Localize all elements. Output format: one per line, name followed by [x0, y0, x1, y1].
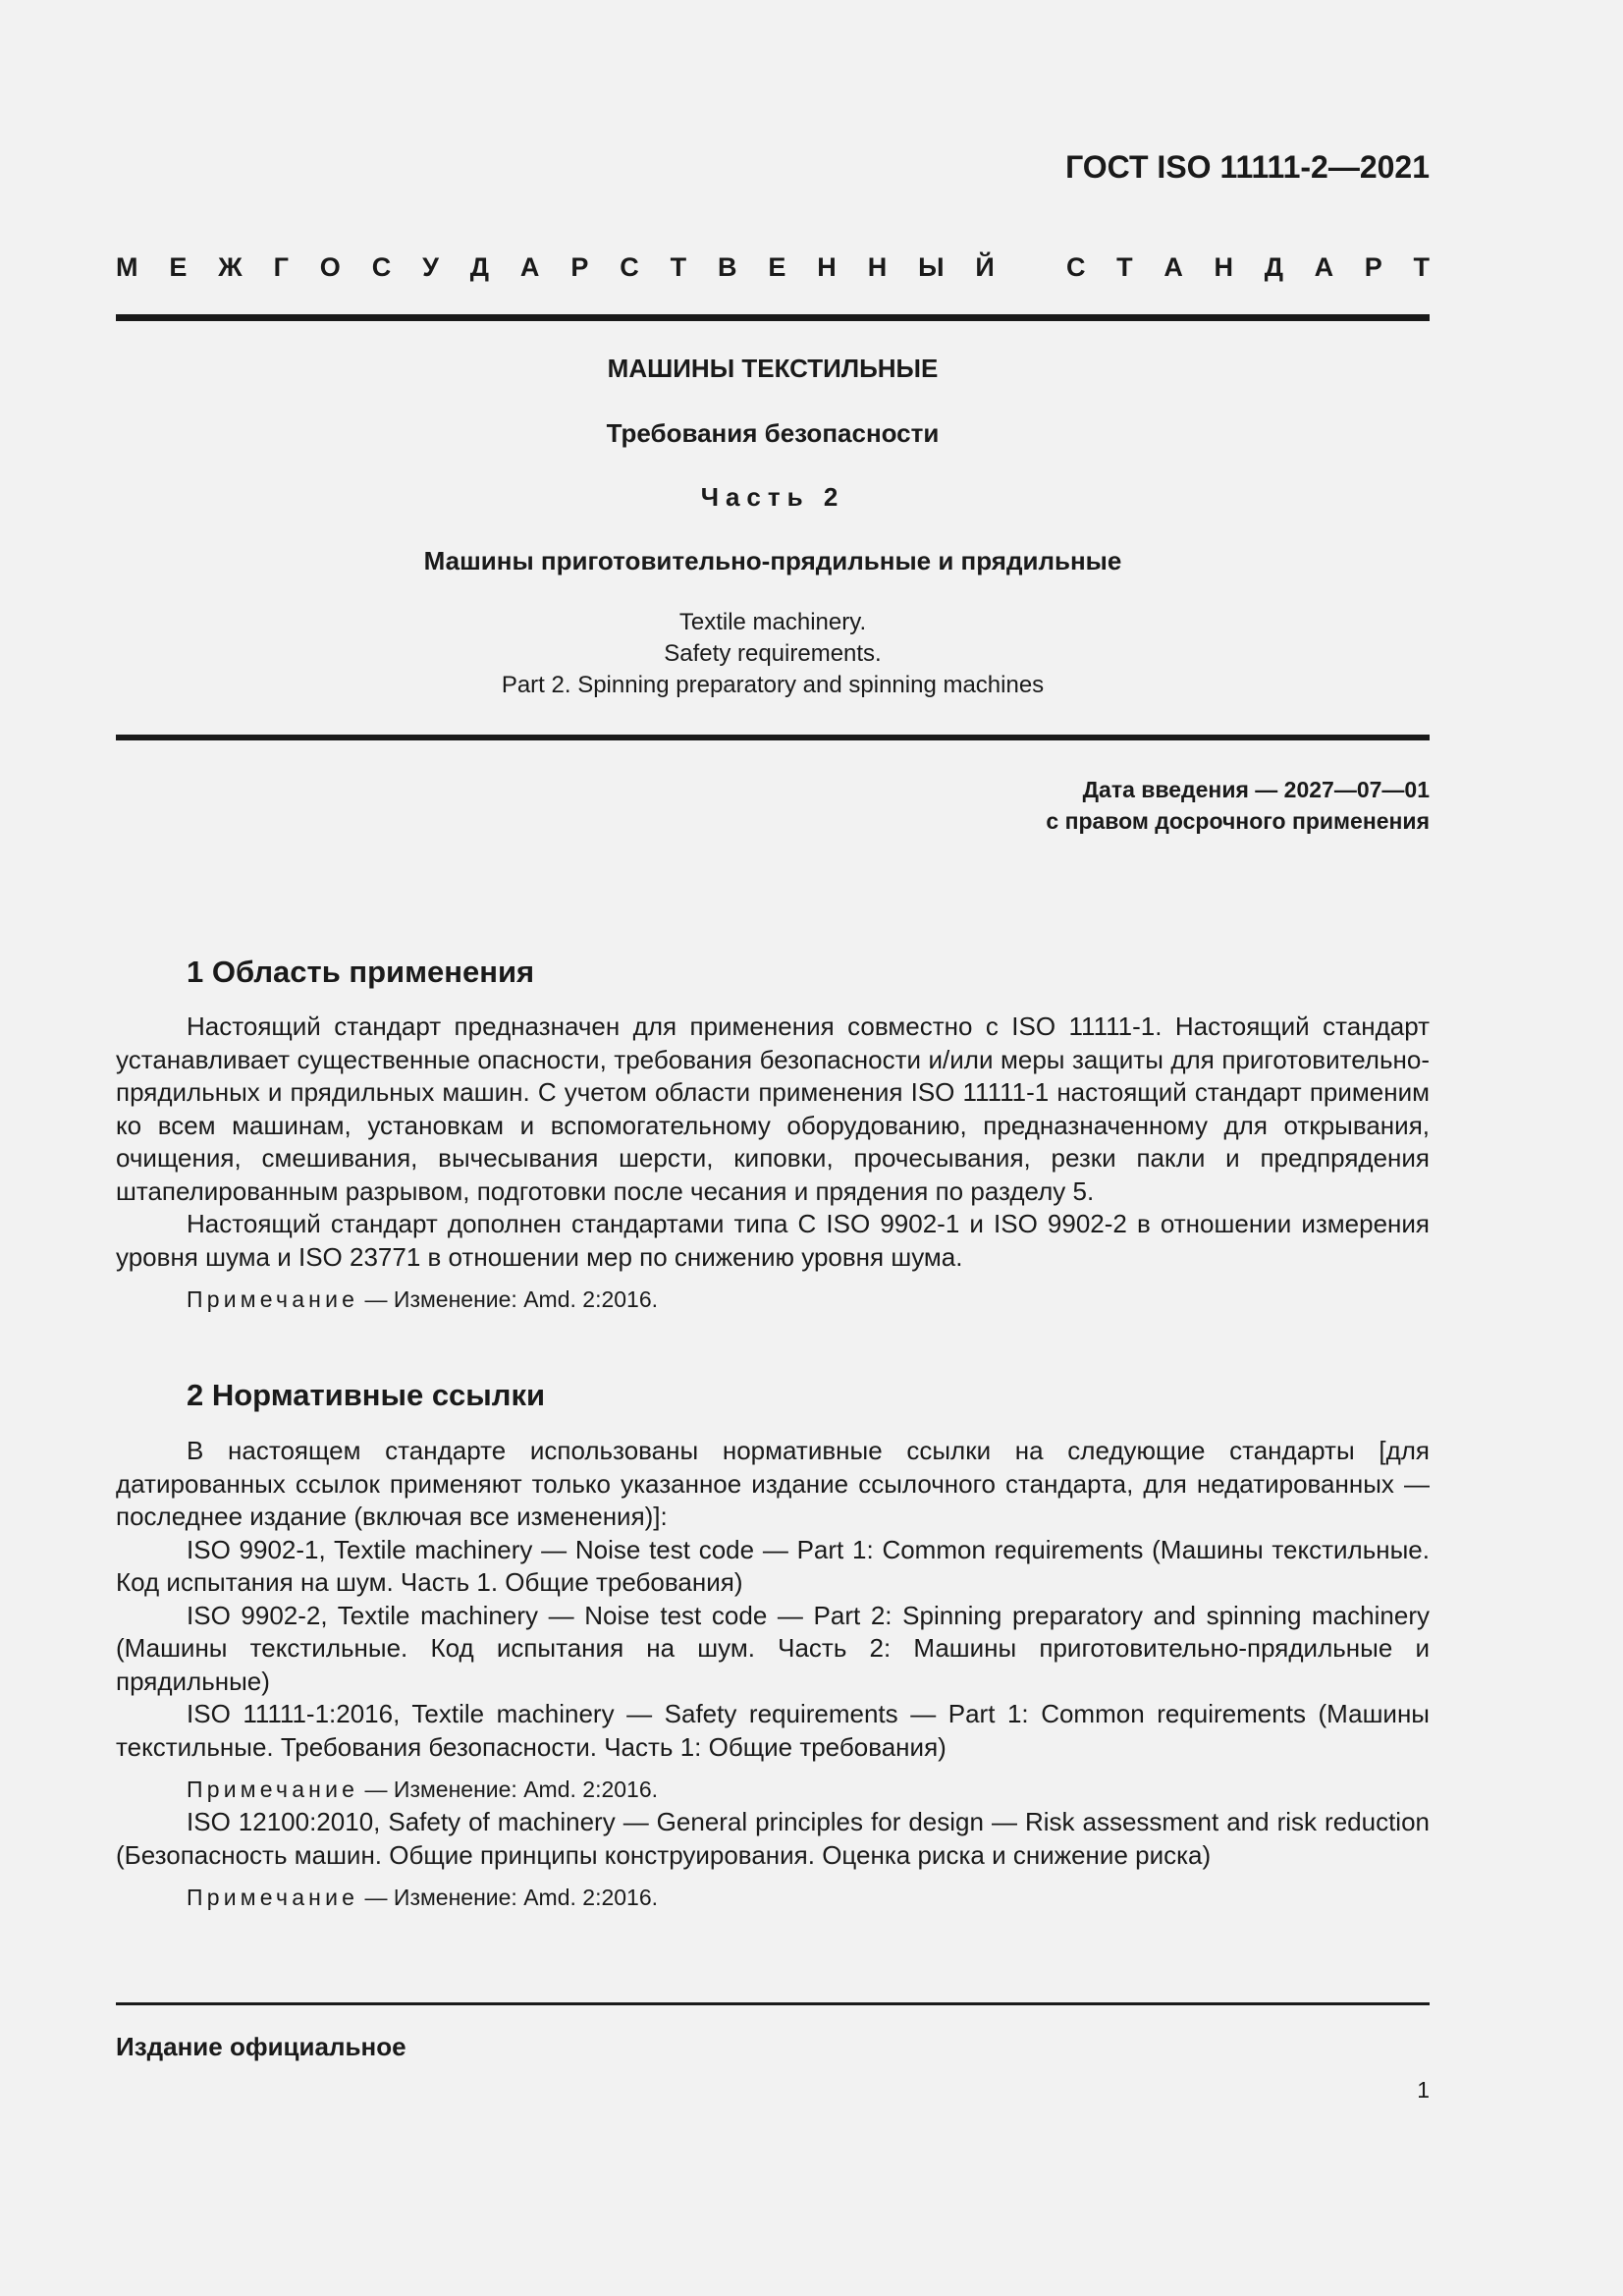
- banner-letter: Е: [169, 252, 188, 282]
- banner-letter: Т: [1116, 252, 1133, 282]
- title-part-name: Машины приготовительно-прядильные и прядильные: [423, 546, 1122, 575]
- note-text: — Изменение: Amd. 2:2016.: [364, 1885, 659, 1910]
- reference-item: ISO 9902-1, Textile machinery — Noise test code — Part 1: Common requirements (Машины текстильные. Код испытания на шум. Часть 1. Общие требования): [116, 1534, 1430, 1597]
- paragraph: В настоящем стандарте использованы нормативные ссылки на следующие стандарты [для датированных ссылок применяют только указанное издание ссылочного стандарта, для недатированных — последнее издание (включая все изменения)]:: [116, 1436, 1430, 1531]
- banner-letter: Д: [1264, 252, 1283, 282]
- middle-divider: [116, 735, 1430, 740]
- bottom-divider: [116, 2002, 1430, 2005]
- banner-letter: Т: [670, 252, 687, 282]
- banner-letter: Е: [768, 252, 786, 282]
- early-application-line: с правом досрочного применения: [1046, 808, 1430, 834]
- banner-letter: Д: [469, 252, 490, 282]
- introduction-date: [1046, 774, 1430, 837]
- banner-letter: Н: [817, 252, 837, 282]
- section-1-body: [116, 1011, 1430, 1316]
- banner-letter: Р: [570, 252, 589, 282]
- banner-letter: У: [422, 252, 439, 282]
- banner-letter: С: [620, 252, 639, 282]
- note-label: Примечание: [187, 1286, 359, 1312]
- banner-letter: Р: [1364, 252, 1382, 282]
- top-divider: [116, 314, 1430, 321]
- title-english-line: Part 2. Spinning preparatory and spinning machines: [501, 672, 1045, 698]
- document-code: ГОСТ ISO 11111-2—2021: [1065, 149, 1430, 185]
- reference-item: ISO 12100:2010, Safety of machinery — General principles for design — Risk assessment and risk reduction (Безопасность машин. Общие принципы конструирования. Оценка риска и снижение риска): [116, 1807, 1430, 1870]
- note-text: — Изменение: Amd. 2:2016.: [364, 1777, 659, 1802]
- reference-item: ISO 11111-1:2016, Textile machinery — Safety requirements — Part 1: Common requirements (Машины текстильные. Требования безопасности. Часть 1: Общие требования): [116, 1699, 1430, 1762]
- banner-letter: Ы: [918, 252, 945, 282]
- section-2-heading: 2 Нормативные ссылки: [187, 1378, 546, 1412]
- reference-item: ISO 9902-2, Textile machinery — Noise test code — Part 2: Spinning preparatory and spinning machinery (Машины текстильные. Код испытания на шум. Часть 2: Машины приготовительно-прядильные и прядильные): [116, 1600, 1430, 1696]
- banner-letter: А: [519, 252, 540, 282]
- banner-letter: С: [1066, 252, 1086, 282]
- title-part: Часть 2: [700, 482, 845, 512]
- note-label: Примечание: [187, 1777, 359, 1802]
- banner-letter: О: [319, 252, 341, 282]
- banner-letter: С: [371, 252, 392, 282]
- title-english: [116, 607, 1430, 701]
- note: [116, 1774, 1430, 1806]
- official-edition-label: Издание официальное: [116, 2032, 406, 2061]
- title-english-line: Safety requirements.: [664, 640, 882, 667]
- banner-word-standard: [1066, 249, 1430, 285]
- title-main: МАШИНЫ ТЕКСТИЛЬНЫЕ: [607, 354, 939, 383]
- banner-letter: Ж: [218, 252, 243, 282]
- interstate-standard-banner: [116, 249, 1430, 285]
- banner-word-interstate: [116, 249, 995, 285]
- title-sub: Требования безопасности: [606, 418, 940, 448]
- section-2-body: [116, 1435, 1430, 1914]
- banner-letter: Т: [1413, 252, 1430, 282]
- banner-letter: В: [718, 252, 737, 282]
- paragraph: Настоящий стандарт предназначен для применения совместно с ISO 11111-1. Настоящий стандарт устанавливает существенные опасности, требования безопасности и/или меры защиты для приготовительно-прядильных и прядильных машин. С учетом области применения ISO 11111-1 настоящий стандарт применим ко всем машинам, установкам и вспомогательному оборудованию, предназначенному для открывания, очищения, смешивания, вычесывания шерсти, киповки, прочесывания, резки пакли и предпрядения штапелированным разрывом, подготовки после чесания и прядения по разделу 5.: [116, 1011, 1430, 1206]
- banner-letter: Г: [273, 252, 289, 282]
- title-english-line: Textile machinery.: [678, 609, 867, 635]
- document-page: [116, 0, 1430, 2296]
- page-number: 1: [1417, 2077, 1430, 2103]
- banner-letter: Й: [975, 252, 995, 282]
- banner-letter: Н: [867, 252, 888, 282]
- note: [116, 1284, 1430, 1316]
- note-label: Примечание: [187, 1885, 359, 1910]
- banner-letter: М: [116, 252, 138, 282]
- paragraph: Настоящий стандарт дополнен стандартами типа С ISO 9902-1 и ISO 9902-2 в отношении измерения уровня шума и ISO 23771 в отношении мер по снижению уровня шума.: [116, 1209, 1430, 1272]
- introduction-date-line: Дата введения — 2027—07—01: [1082, 777, 1430, 802]
- section-1-heading: 1 Область применения: [187, 955, 535, 989]
- banner-letter: А: [1314, 252, 1334, 282]
- note-text: — Изменение: Amd. 2:2016.: [364, 1286, 659, 1312]
- banner-letter: А: [1163, 252, 1183, 282]
- banner-letter: Н: [1214, 252, 1234, 282]
- note: [116, 1882, 1430, 1914]
